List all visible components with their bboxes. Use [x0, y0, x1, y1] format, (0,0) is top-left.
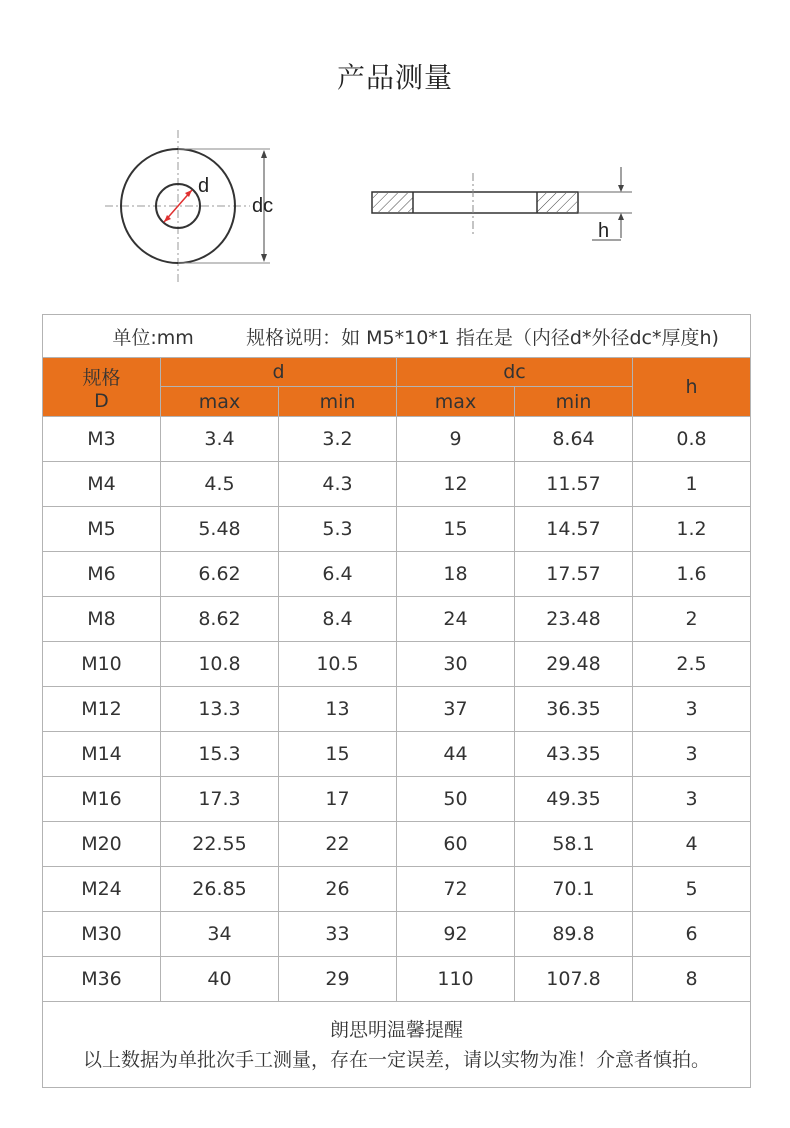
table-cell: 36.35 [515, 687, 633, 732]
table-row [43, 462, 751, 507]
table-cell: 13 [279, 687, 397, 732]
table-cell: 50 [397, 777, 515, 822]
table-cell: M10 [43, 642, 161, 687]
measurement-diagram [0, 125, 790, 290]
table-row [43, 417, 751, 462]
table-cell: 107.8 [515, 957, 633, 1002]
table-cell: 24 [397, 597, 515, 642]
label-h: h [598, 220, 610, 242]
header-d: d [161, 358, 397, 387]
header-d-max: max [161, 387, 279, 417]
page-title: 产品测量 [336, 61, 453, 94]
table-cell: 8.62 [161, 597, 279, 642]
table-row [43, 867, 751, 912]
table-row [43, 687, 751, 732]
table-cell: 14.57 [515, 507, 633, 552]
table-row [43, 552, 751, 597]
table-cell: 58.1 [515, 822, 633, 867]
washer-side-view [372, 167, 632, 242]
table-cell: M16 [43, 777, 161, 822]
table-cell: M14 [43, 732, 161, 777]
header-spec: 规格 D [43, 358, 161, 417]
table-cell: M12 [43, 687, 161, 732]
table-cell: 6.62 [161, 552, 279, 597]
table-cell: 4.5 [161, 462, 279, 507]
table-cell: 12 [397, 462, 515, 507]
table-cell: 34 [161, 912, 279, 957]
header-dc-min: min [515, 387, 633, 417]
table-cell: 15.3 [161, 732, 279, 777]
table-cell: 92 [397, 912, 515, 957]
table-cell: 8.4 [279, 597, 397, 642]
table-cell: 10.8 [161, 642, 279, 687]
washer-top-view [105, 130, 273, 285]
table-cell: 5.3 [279, 507, 397, 552]
table-cell: 0.8 [633, 417, 751, 462]
table-row [43, 732, 751, 777]
table-cell: 17.3 [161, 777, 279, 822]
header-h: h [633, 358, 751, 417]
table-cell: 30 [397, 642, 515, 687]
table-cell: M3 [43, 417, 161, 462]
table-row [43, 822, 751, 867]
table-cell: 9 [397, 417, 515, 462]
table-cell: 3.4 [161, 417, 279, 462]
table-row [43, 642, 751, 687]
note-text: 以上数据为单批次手工测量，存在一定误差，请以实物为准！介意者慎拍。 [83, 1048, 711, 1071]
table-cell: 6 [633, 912, 751, 957]
table-cell: 89.8 [515, 912, 633, 957]
table-cell: 6.4 [279, 552, 397, 597]
header-dc-max: max [397, 387, 515, 417]
table-cell: 70.1 [515, 867, 633, 912]
table-cell: 11.57 [515, 462, 633, 507]
note-title: 朗思明温馨提醒 [330, 1018, 464, 1041]
table-cell: 23.48 [515, 597, 633, 642]
label-d: d [198, 175, 210, 197]
table-cell: 18 [397, 552, 515, 597]
header-row-1 [43, 358, 751, 387]
label-dc: dc [252, 195, 274, 217]
table-cell: M24 [43, 867, 161, 912]
table-cell: 8 [633, 957, 751, 1002]
table-cell: 8.64 [515, 417, 633, 462]
table-cell: 17.57 [515, 552, 633, 597]
table-row [43, 597, 751, 642]
table-cell: 1.2 [633, 507, 751, 552]
table-cell: 3 [633, 687, 751, 732]
table-cell: M36 [43, 957, 161, 1002]
table-cell: 5 [633, 867, 751, 912]
table-cell: 22 [279, 822, 397, 867]
table-cell: 29.48 [515, 642, 633, 687]
table-cell: 13.3 [161, 687, 279, 732]
table-cell: M30 [43, 912, 161, 957]
table-cell: 1.6 [633, 552, 751, 597]
table-cell: 33 [279, 912, 397, 957]
table-cell: 15 [279, 732, 397, 777]
note-row [43, 1002, 751, 1088]
table-cell: 29 [279, 957, 397, 1002]
table-cell: 43.35 [515, 732, 633, 777]
table-cell: 60 [397, 822, 515, 867]
table-row [43, 957, 751, 1002]
table-cell: 26 [279, 867, 397, 912]
spec-description: 规格说明：如 M5*10*1 指在是（内径d*外径dc*厚度h) [246, 326, 719, 349]
table-cell: 40 [161, 957, 279, 1002]
table-row [43, 507, 751, 552]
table-cell: 1 [633, 462, 751, 507]
table-cell: 3 [633, 732, 751, 777]
header-d-min: min [279, 387, 397, 417]
table-cell: M8 [43, 597, 161, 642]
spec-table [42, 314, 751, 1088]
table-cell: 110 [397, 957, 515, 1002]
table-cell: 44 [397, 732, 515, 777]
table-cell: 17 [279, 777, 397, 822]
table-cell: 4 [633, 822, 751, 867]
table-cell: 37 [397, 687, 515, 732]
table-row [43, 912, 751, 957]
table-cell: 49.35 [515, 777, 633, 822]
table-cell: 2 [633, 597, 751, 642]
table-cell: M4 [43, 462, 161, 507]
header-dc: dc [397, 358, 633, 387]
table-cell: 15 [397, 507, 515, 552]
table-cell: 2.5 [633, 642, 751, 687]
table-cell: 72 [397, 867, 515, 912]
table-row [43, 777, 751, 822]
table-cell: 26.85 [161, 867, 279, 912]
table-cell: 5.48 [161, 507, 279, 552]
table-cell: M6 [43, 552, 161, 597]
table-cell: 3 [633, 777, 751, 822]
unit-label: 单位:mm [112, 326, 194, 349]
table-cell: M5 [43, 507, 161, 552]
info-row [43, 315, 751, 358]
table-cell: 3.2 [279, 417, 397, 462]
table-cell: M20 [43, 822, 161, 867]
table-cell: 4.3 [279, 462, 397, 507]
table-cell: 10.5 [279, 642, 397, 687]
table-cell: 22.55 [161, 822, 279, 867]
